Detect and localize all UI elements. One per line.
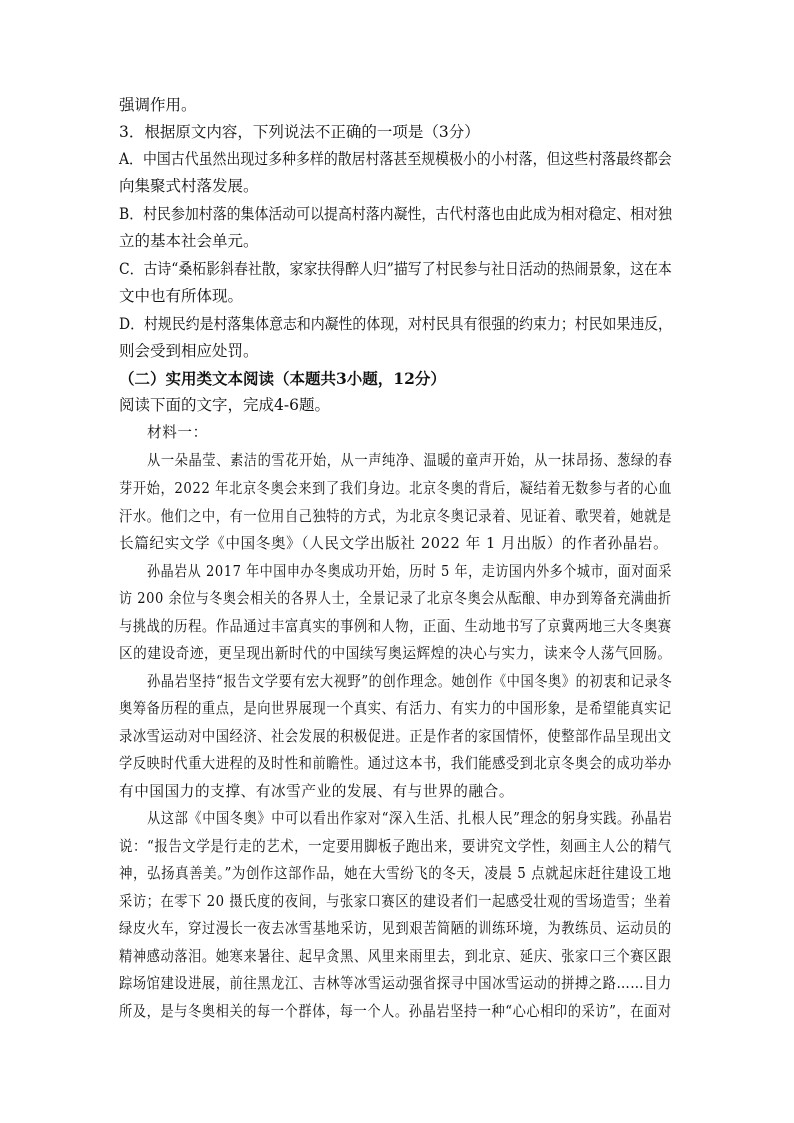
material-line: 访 200 余位与冬奥会相关的各界人士，全景记录了北京冬奥会从酝酿、申办到筹备充满曲折 [119,590,672,607]
option-a-line-1: A．中国古代虽然出现过多种多样的散居村落甚至规模极小的小村落，但这些村落最终都会 [119,150,672,168]
material-line: 采访；在零下 20 摄氏度的夜间，与张家口赛区的建设者们一起感受壮观的雪场造雪；坐着 [119,893,672,910]
material-line: 学反映时代重大进程的及时性和前瞻性。通过这本书，我们能感受到北京冬奥会的成功举办 [119,755,672,772]
reading-instruction: 阅读下面的文字，完成4-6题。 [119,396,330,414]
option-d-line-1: D．村规民约是村落集体意志和内凝性的体现，对村民具有很强的约束力；村民如果违反， [119,315,672,333]
material-line: 所及，是与冬奥相关的每一个群体，每一个人。孙晶岩坚持一种“心心相印的采访”，在面对 [119,1003,672,1020]
section-heading: （二）实用类文本阅读（本题共3小题，12分） [119,369,446,388]
question-3-stem: 3．根据原文内容，下列说法不正确的一项是（3分） [119,123,480,141]
option-b-line-1: B．村民参加村落的集体活动可以提高村落内凝性，古代村落也由此成为相对稳定、相对独 [119,205,672,223]
material-line: 奥筹备历程的重点，是向世界展现一个真实、有活力、有实力的中国形象，是希望能真实记 [119,700,672,717]
material-line: 芽开始，2022 年北京冬奥会来到了我们身边。北京冬奥的背后，凝结着无数参与者的心血 [119,480,672,497]
material-line: 长篇纪实文学《中国冬奥》（人民文学出版社 2022 年 1 月出版）的作者孙晶岩。 [119,535,669,552]
material-line: 说：“报告文学是行走的艺术，一定要用脚板子跑出来，要讲究文学性，刻画主人公的精气 [119,838,672,855]
material-line: 绿皮火车，穿过漫长一夜去冰雪基地采访，见到艰苦简陋的训练环境，为教练员、运动员的 [119,920,672,937]
material-line: 从一朵晶莹、素洁的雪花开始，从一声纯净、温暖的童声开始，从一抹昂扬、葱绿的春 [147,452,673,469]
option-c-line-1: C．古诗“桑柘影斜春社散，家家扶得醉人归”描写了村民参与社日活动的热闹景象，这在本 [119,260,672,278]
material-line: 精神感动落泪。她寒来暑往、起早贪黑、风里来雨里去，到北京、延庆、张家口三个赛区跟 [119,948,672,965]
option-b-line-2: 立的基本社会单元。 [119,232,259,250]
option-a-line-2: 向集聚式村落发展。 [119,177,259,195]
option-c-line-2: 文中也有所体现。 [119,287,244,305]
option-d-line-2: 则会受到相应处罚。 [119,342,259,360]
material-line: 孙晶岩从 2017 年中国申办冬奥成功开始，历时 5 年，走访国内外多个城市，面对面采 [147,563,672,580]
material-line: 录冰雪运动对中国经济、社会发展的积极促进。正是作者的家国情怀，使整部作品呈现出文 [119,728,672,745]
material-line: 神，弘扬真善美。”为创作这部作品，她在大雪纷飞的冬天，凌晨 5 点就起床赶往建设工地 [119,865,672,882]
material-line: 与挑战的历程。作品通过丰富真实的事例和人物，正面、生动地书写了京冀两地三大冬奥赛 [119,618,672,635]
material-line: 汗水。他们之中，有一位用自己独特的方式，为北京冬奥记录着、见证着、歌哭着，她就是 [119,508,672,525]
material-label: 材料一： [147,424,208,441]
material-line: 孙晶岩坚持“报告文学要有宏大视野”的创作理念。她创作《中国冬奥》的初衷和记录冬 [147,673,673,690]
material-line: 区的建设奇迹，更呈现出新时代的中国续写奥运辉煌的决心与实力，读来令人荡气回肠。 [119,645,672,662]
material-line: 有中国国力的支撑、有冰雪产业的发展、有与世界的融合。 [119,783,515,800]
material-line: 从这部《中国冬奥》中可以看出作家对“深入生活、扎根人民”理念的躬身实践。孙晶岩 [147,810,673,827]
previous-answer-tail: 强调作用。 [119,96,197,114]
material-line: 踪场馆建设进展，前往黑龙江、吉林等冰雪运动强省探寻中国冰雪运动的拼搏之路……目力 [119,975,672,992]
